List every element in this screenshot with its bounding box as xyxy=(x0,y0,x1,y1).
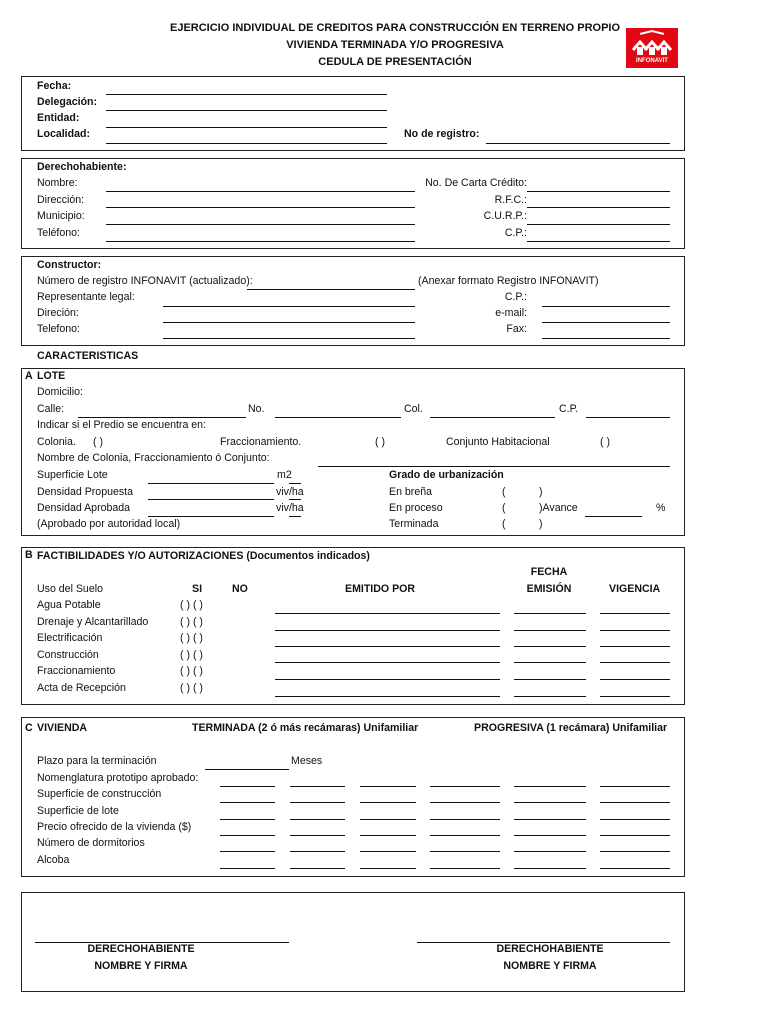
direcion-field[interactable] xyxy=(163,322,415,323)
entidad-field[interactable] xyxy=(106,127,387,128)
vivienda-cell[interactable] xyxy=(220,868,275,869)
fraccionamiento-option-label: Fraccionamiento. xyxy=(220,436,302,448)
vivienda-cell[interactable] xyxy=(514,819,586,820)
nombre-label: Nombre: xyxy=(37,177,78,189)
vivha-underline-2 xyxy=(289,516,301,517)
conjunto-option-label: Conjunto Habitacional xyxy=(446,436,550,448)
construccion-fecha[interactable] xyxy=(514,662,586,663)
aprobado-note: (Aprobado por autoridad local) xyxy=(37,518,181,530)
nombre-field[interactable] xyxy=(106,191,415,192)
agua-potable-fecha[interactable] xyxy=(514,613,586,614)
vivienda-cell[interactable] xyxy=(220,802,275,803)
numero-label: No. xyxy=(248,403,265,415)
drenaje-si-no[interactable]: ( ) ( ) xyxy=(180,616,203,628)
vivienda-cell[interactable] xyxy=(430,851,500,852)
derechohabiente-title: Derechohabiente: xyxy=(37,161,127,173)
vivienda-cell[interactable] xyxy=(514,835,586,836)
terminada-label: Terminada xyxy=(389,518,439,530)
lote-title: LOTE xyxy=(37,370,66,382)
si-header: SI xyxy=(192,583,203,595)
plazo-label: Plazo para la terminación xyxy=(37,755,157,767)
vivienda-cell[interactable] xyxy=(360,868,416,869)
construccion-label: Construcción xyxy=(37,649,99,661)
vivienda-cell[interactable] xyxy=(600,835,670,836)
vivienda-cell[interactable] xyxy=(430,868,500,869)
proceso-open[interactable]: ( xyxy=(502,502,506,514)
proceso-label: En proceso xyxy=(389,502,443,514)
caracteristicas-heading: CARACTERISTICAS xyxy=(37,350,139,362)
alcoba-label: Alcoba xyxy=(37,854,70,866)
section-b-letter: B xyxy=(25,549,33,561)
densidad-aprobada-field[interactable] xyxy=(148,516,274,517)
construccion-si-no[interactable]: ( ) ( ) xyxy=(180,649,203,661)
superficie-construccion-label: Superficie de construcción xyxy=(37,788,162,800)
lote-cp-label: C.P. xyxy=(559,403,579,415)
vivienda-title: VIVIENDA xyxy=(37,722,88,734)
construccion-emitido[interactable] xyxy=(275,662,500,663)
direccion-label: Dirección: xyxy=(37,194,85,206)
terminada-close: ) xyxy=(539,518,543,530)
fraccionamiento-emitido[interactable] xyxy=(275,679,500,680)
drenaje-label: Drenaje y Alcantarillado xyxy=(37,616,149,628)
colonia-option-label: Colonia. xyxy=(37,436,76,448)
nombre-colonia-label: Nombre de Colonia, Fraccionamiento ó Conjunto: xyxy=(37,452,270,464)
vivienda-cell[interactable] xyxy=(430,786,500,787)
no-registro-label: No de registro: xyxy=(404,128,480,140)
lote-cp-field[interactable] xyxy=(586,417,670,418)
superficie-lote-label: Superficie Lote xyxy=(37,469,108,481)
vivienda-cell[interactable] xyxy=(514,802,586,803)
agua-potable-vigencia[interactable] xyxy=(600,613,670,614)
vivienda-cell[interactable] xyxy=(430,835,500,836)
colonia-checkbox[interactable]: ( ) xyxy=(93,436,103,448)
delegacion-label: Delegación: xyxy=(37,96,98,108)
construccion-vigencia[interactable] xyxy=(600,662,670,663)
direccion-field[interactable] xyxy=(106,207,415,208)
delegacion-field[interactable] xyxy=(106,110,387,111)
acta-recepcion-vigencia[interactable] xyxy=(600,696,670,697)
brena-close: ) xyxy=(539,486,543,498)
factibilidades-title: FACTIBILIDADES Y/O AUTORIZACIONES (Documentos indicados) xyxy=(37,550,370,562)
curp-label: C.U.R.P.: xyxy=(483,210,527,222)
acta-recepcion-emitido[interactable] xyxy=(275,696,500,697)
registration-box xyxy=(21,76,685,151)
electrificacion-label: Electrificación xyxy=(37,632,103,644)
right-signature-sub: NOMBRE Y FIRMA xyxy=(503,960,597,972)
registro-infonavit-label: Número de registro INFONAVIT (actualizado): xyxy=(37,275,253,287)
densidad-aprobada-unit: viv/ha xyxy=(276,502,304,514)
vivienda-cell[interactable] xyxy=(220,786,275,787)
electrificacion-vigencia[interactable] xyxy=(600,646,670,647)
superficie-lote-field[interactable] xyxy=(148,483,274,484)
colonia-field[interactable] xyxy=(430,417,555,418)
form-heading: CEDULA DE PRESENTACIÓN xyxy=(318,56,472,68)
agua-potable-emitido[interactable] xyxy=(275,613,500,614)
acta-recepcion-fecha[interactable] xyxy=(514,696,586,697)
fraccionamiento-vigencia[interactable] xyxy=(600,679,670,680)
vivienda-cell[interactable] xyxy=(514,868,586,869)
percent-sign: % xyxy=(656,502,666,514)
localidad-field[interactable] xyxy=(106,143,387,144)
calle-field[interactable] xyxy=(78,417,246,418)
meses-label: Meses xyxy=(291,755,323,767)
drenaje-fecha[interactable] xyxy=(514,630,586,631)
colonia-label: Col. xyxy=(404,403,423,415)
numero-field[interactable] xyxy=(275,417,401,418)
vivienda-cell[interactable] xyxy=(600,786,670,787)
representante-field[interactable] xyxy=(163,306,415,307)
rfc-field[interactable] xyxy=(527,207,670,208)
densidad-propuesta-unit: viv/ha xyxy=(276,486,304,498)
terminada-open[interactable]: ( xyxy=(502,518,506,530)
plazo-field[interactable] xyxy=(205,769,289,770)
vivienda-cell[interactable] xyxy=(220,819,275,820)
right-signature-title: DERECHOHABIENTE xyxy=(496,943,604,955)
indicar-label: Indicar si el Predio se encuentra en: xyxy=(37,419,207,431)
cp-label: C.P.: xyxy=(504,227,527,239)
vivienda-cell[interactable] xyxy=(290,835,345,836)
vivienda-cell[interactable] xyxy=(360,851,416,852)
agua-potable-si-no[interactable]: ( ) ( ) xyxy=(180,599,203,611)
vivienda-cell[interactable] xyxy=(514,786,586,787)
vigencia-header: VIGENCIA xyxy=(609,583,661,595)
m2-underline xyxy=(289,483,301,484)
registro-infonavit-field[interactable] xyxy=(247,289,415,290)
municipio-field[interactable] xyxy=(106,224,415,225)
cp-field[interactable] xyxy=(527,241,670,242)
fax-label: Fax: xyxy=(506,323,527,335)
nomenglatura-label: Nomenglatura prototipo aprobado: xyxy=(37,772,199,784)
electrificacion-emitido[interactable] xyxy=(275,646,500,647)
vivienda-cell[interactable] xyxy=(290,802,345,803)
vivienda-cell[interactable] xyxy=(290,868,345,869)
acta-recepcion-label: Acta de Recepción xyxy=(37,682,126,694)
densidad-propuesta-field[interactable] xyxy=(148,499,274,500)
densidad-propuesta-label: Densidad Propuesta xyxy=(37,486,133,498)
drenaje-vigencia[interactable] xyxy=(600,630,670,631)
form-title: EJERCICIO INDIVIDUAL DE CREDITOS PARA CONSTRUCCIÓN EN TERRENO PROPIO xyxy=(169,22,621,34)
localidad-label: Localidad: xyxy=(37,128,90,140)
acta-recepcion-si-no[interactable]: ( ) ( ) xyxy=(180,682,203,694)
section-c-letter: C xyxy=(25,722,33,734)
electrificacion-si-no[interactable]: ( ) ( ) xyxy=(180,632,203,644)
precio-label: Precio ofrecido de la vivienda ($) xyxy=(37,821,192,833)
fraccionamiento-si-no[interactable]: ( ) ( ) xyxy=(180,665,203,677)
superficie-lote-c-label: Superficie de lote xyxy=(37,805,119,817)
vivienda-cell[interactable] xyxy=(360,835,416,836)
constructor-telefono-field[interactable] xyxy=(163,338,415,339)
constructor-cp-label: C.P.: xyxy=(504,291,527,303)
email-label: e-mail: xyxy=(495,307,527,319)
vivienda-cell[interactable] xyxy=(600,851,670,852)
vivienda-cell[interactable] xyxy=(600,802,670,803)
grado-urbanizacion-label: Grado de urbanización xyxy=(389,469,504,481)
drenaje-emitido[interactable] xyxy=(275,630,500,631)
brena-label: En breña xyxy=(389,486,432,498)
vivienda-cell[interactable] xyxy=(360,802,416,803)
left-signature-sub: NOMBRE Y FIRMA xyxy=(94,960,188,972)
infonavit-logo xyxy=(626,28,678,68)
constructor-telefono-label: Telefono: xyxy=(37,323,80,335)
vivienda-cell[interactable] xyxy=(220,835,275,836)
municipio-label: Municipio: xyxy=(37,210,85,222)
dormitorios-label: Número de dormitorios xyxy=(37,837,145,849)
fraccionamiento-label: Fraccionamiento xyxy=(37,665,116,677)
fecha-field[interactable] xyxy=(106,94,387,95)
vivienda-cell[interactable] xyxy=(290,851,345,852)
uso-suelo-label: Uso del Suelo xyxy=(37,583,103,595)
vivienda-cell[interactable] xyxy=(290,786,345,787)
anexar-note: (Anexar formato Registro INFONAVIT) xyxy=(418,275,599,287)
carta-credito-label: No. De Carta Crédito: xyxy=(425,177,527,189)
vivienda-cell[interactable] xyxy=(430,819,500,820)
vivienda-cell[interactable] xyxy=(600,868,670,869)
emitido-header: EMITIDO POR xyxy=(345,583,416,595)
fecha-label: Fecha: xyxy=(37,80,72,92)
entidad-label: Entidad: xyxy=(37,112,80,124)
fecha-col-header: FECHA xyxy=(530,566,568,578)
telefono-label: Teléfono: xyxy=(37,227,80,239)
rfc-label: R.F.C.: xyxy=(494,194,527,206)
carta-credito-field[interactable] xyxy=(527,191,670,192)
avance-label: )Avance xyxy=(539,502,578,514)
form-subtitle: VIVIENDA TERMINADA Y/O PROGRESIVA xyxy=(286,39,504,51)
left-signature-title: DERECHOHABIENTE xyxy=(87,943,195,955)
vivha-underline-1 xyxy=(289,499,301,500)
vivienda-cell[interactable] xyxy=(220,851,275,852)
logo-text: INFONAVIT xyxy=(636,58,668,64)
section-a-letter: A xyxy=(25,370,33,382)
calle-label: Calle: xyxy=(37,403,65,415)
vivienda-cell[interactable] xyxy=(360,819,416,820)
no-header: NO xyxy=(232,583,248,595)
nombre-colonia-field[interactable] xyxy=(318,466,670,467)
vivienda-cell[interactable] xyxy=(514,851,586,852)
electrificacion-fecha[interactable] xyxy=(514,646,586,647)
vivienda-cell[interactable] xyxy=(430,802,500,803)
avance-field[interactable] xyxy=(585,516,642,517)
fraccionamiento-fecha[interactable] xyxy=(514,679,586,680)
densidad-aprobada-label: Densidad Aprobada xyxy=(37,502,131,514)
direcion-label: Direción: xyxy=(37,307,79,319)
m2-unit: m2 xyxy=(277,469,292,481)
progresiva-header: PROGRESIVA (1 recámara) Unifamiliar xyxy=(474,722,668,734)
fraccionamiento-checkbox[interactable]: ( ) xyxy=(375,436,385,448)
conjunto-checkbox[interactable]: ( ) xyxy=(600,436,610,448)
vivienda-cell[interactable] xyxy=(600,819,670,820)
curp-field[interactable] xyxy=(527,224,670,225)
no-registro-field[interactable] xyxy=(486,143,670,144)
agua-potable-label: Agua Potable xyxy=(37,599,101,611)
emision-header: EMISIÓN xyxy=(526,583,572,595)
brena-open[interactable]: ( xyxy=(502,486,506,498)
telefono-field[interactable] xyxy=(106,241,415,242)
vivienda-cell[interactable] xyxy=(290,819,345,820)
constructor-cp-field[interactable] xyxy=(542,306,670,307)
vivienda-cell[interactable] xyxy=(360,786,416,787)
fax-field[interactable] xyxy=(542,338,670,339)
email-field[interactable] xyxy=(542,322,670,323)
domicilio-label: Domicilio: xyxy=(37,386,83,398)
constructor-title: Constructor: xyxy=(37,259,102,271)
representante-label: Representante legal: xyxy=(37,291,135,303)
terminada-header: TERMINADA (2 ó más recámaras) Unifamiliar xyxy=(192,722,419,734)
